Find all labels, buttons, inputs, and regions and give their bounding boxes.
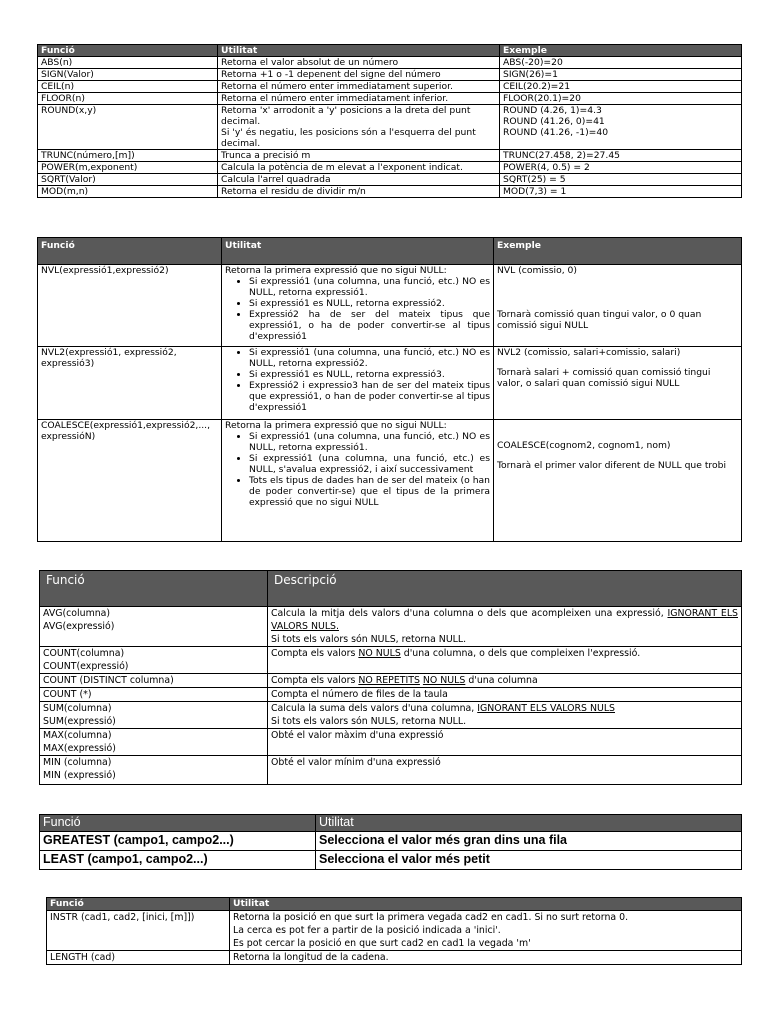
desc-line: Retorna la posició en que surt la primera vegada cad2 en cad1. Si no surt retorna 0. <box>233 912 629 923</box>
least-func: LEAST (campo1, campo2...) <box>40 851 316 870</box>
length-func: LENGTH (cad) <box>47 951 230 965</box>
example-line: MOD(7,3) = 1 <box>503 186 567 197</box>
table-row <box>40 851 742 870</box>
util-cell <box>218 57 500 69</box>
nvl2-ex1: NVL2 (comissio, salari+comissio, salari) <box>497 347 681 358</box>
coalesce-util <box>222 420 494 542</box>
desc-underlined: IGNORANT ELS VALORS NULS. <box>271 608 738 632</box>
table-row <box>47 951 742 965</box>
func-line: COUNT(columna) <box>43 648 125 659</box>
count-distinct-func: COUNT (DISTINCT columna) <box>40 674 268 688</box>
greatest-util: Selecciona el valor més gran dins una fila <box>316 832 742 851</box>
coalesce-ex1: COALESCE(cognom2, cognom1, nom) <box>497 440 671 451</box>
aggregate-functions-table <box>39 570 742 785</box>
desc-text: Si tots els valors són NULS, retorna NULL. <box>271 634 467 645</box>
table-row <box>38 347 742 420</box>
util-cell <box>218 69 500 81</box>
nvl-example <box>494 265 742 347</box>
func-line: MAX(columna) <box>43 730 112 741</box>
example-cell <box>500 105 742 150</box>
desc-text: Calcula la suma dels valors d'una columna, <box>271 703 475 714</box>
header-utilitat: Utilitat <box>230 898 742 911</box>
desc-text: Compta els valors <box>271 675 356 686</box>
table-header-row <box>40 815 742 832</box>
func-cell: SQRT(Valor) <box>38 174 218 186</box>
list-item: • Si expressió1 (una columna, una funció, etc.) NO es NULL, retorna expressió2. <box>249 347 490 369</box>
count-func <box>40 647 268 674</box>
max-func <box>40 729 268 756</box>
util-line: Trunca a precisió m <box>221 150 311 161</box>
desc-line: Es pot cercar la posició en que surt cad2 en cad1 la vegada 'm' <box>233 938 531 949</box>
example-line: SQRT(25) = 5 <box>503 174 566 185</box>
instr-func: INSTR (cad1, cad2, [inici, [m]]) <box>47 911 230 951</box>
nvl-func: NVL(expressió1,expressió2) <box>38 265 222 347</box>
list-item: • Si expressió1 (una columna, una funció, etc.) NO es NULL, retorna expressió1. <box>249 276 490 298</box>
list-item: • Expressió2 i expressio3 han de ser del mateix tipus que expressió1, o han de poder convertir-se al tipus d'expressió1 <box>249 380 490 413</box>
greatest-func: GREATEST (campo1, campo2...) <box>40 832 316 851</box>
max-desc: Obté el valor màxim d'una expressió <box>268 729 742 756</box>
min-func <box>40 756 268 785</box>
desc-line: La cerca es pot fer a partir de la posició indicada a 'inici'. <box>233 925 501 936</box>
util-line: Retorna el número enter immediatament superior. <box>221 81 453 92</box>
header-funcio: Funció <box>47 898 230 911</box>
table-header-row <box>38 45 742 57</box>
nvl-ex1: NVL (comissio, 0) <box>497 265 577 276</box>
example-line: ROUND (41.26, -1)=40 <box>503 127 609 138</box>
func-cell: SIGN(Valor) <box>38 69 218 81</box>
header-funcio: Funció <box>38 238 222 265</box>
util-cell <box>218 150 500 162</box>
table-row <box>38 93 742 105</box>
math-functions-table <box>37 44 742 198</box>
header-utilitat: Utilitat <box>222 238 494 265</box>
desc-text: Si tots els valors són NULS, retorna NULL. <box>271 716 467 727</box>
example-line: POWER(4, 0.5) = 2 <box>503 162 590 173</box>
func-cell: ROUND(x,y) <box>38 105 218 150</box>
table-row <box>38 162 742 174</box>
least-util: Selecciona el valor més petit <box>316 851 742 870</box>
table-row <box>40 729 742 756</box>
coalesce-func: COALESCE(expressió1,expressió2,..., expressióN) <box>38 420 222 542</box>
avg-func <box>40 607 268 647</box>
util-cell <box>218 81 500 93</box>
table-row <box>40 688 742 702</box>
desc-text: d'una columna, o dels que compleixen l'expressió. <box>403 648 641 659</box>
example-cell <box>500 162 742 174</box>
count-distinct-desc <box>268 674 742 688</box>
util-cell <box>218 93 500 105</box>
coalesce-ex2: Tornarà el primer valor diferent de NULL que trobi <box>497 460 727 471</box>
util-line: Retorna el residu de dividir m/n <box>221 186 366 197</box>
desc-underlined: NO REPETITS <box>358 675 420 686</box>
util-line: Calcula la potència de m elevat a l'exponent indicat. <box>221 162 463 173</box>
header-funcio: Funció <box>38 45 218 57</box>
desc-text: Calcula la mitja dels valors d'una columna o dels que acompleixen una expressió, <box>271 608 664 619</box>
example-line: ROUND (4.26, 1)=4.3 <box>503 105 602 116</box>
func-line: MIN (expressió) <box>43 770 116 781</box>
header-exemple: Exemple <box>494 238 742 265</box>
sum-func <box>40 702 268 729</box>
func-cell: TRUNC(número,[m]) <box>38 150 218 162</box>
count-star-func: COUNT (*) <box>40 688 268 702</box>
table-header-row <box>40 571 742 607</box>
func-cell: ABS(n) <box>38 57 218 69</box>
example-line: FLOOR(20.1)=20 <box>503 93 581 104</box>
func-line: MAX(expressió) <box>43 743 116 754</box>
table-row <box>38 150 742 162</box>
desc-underlined: NO NULS <box>358 648 401 659</box>
func-line: MIN (columna) <box>43 757 112 768</box>
example-line: CEIL(20.2)=21 <box>503 81 571 92</box>
table-row <box>38 186 742 198</box>
util-line: Retorna el valor absolut de un número <box>221 57 399 68</box>
row-functions-table <box>39 814 742 870</box>
example-cell <box>500 69 742 81</box>
func-cell: FLOOR(n) <box>38 93 218 105</box>
list-item: • Expressió2 ha de ser del mateix tipus que expressió1, o ha de poder convertir-se al tipus d'expressió1 <box>249 309 490 342</box>
instr-desc <box>230 911 742 951</box>
util-cell <box>218 105 500 150</box>
util-line: Retorna +1 o -1 depenent del signe del número <box>221 69 441 80</box>
header-descripcio: Descripció <box>268 571 742 607</box>
desc-underlined: NO NULS <box>422 675 466 686</box>
func-line: SUM(expressió) <box>43 716 116 727</box>
desc-underlined: IGNORANT ELS VALORS NULS <box>477 703 615 714</box>
length-desc: Retorna la longitud de la cadena. <box>230 951 742 965</box>
example-cell <box>500 93 742 105</box>
example-cell <box>500 174 742 186</box>
nvl-bullets <box>225 276 490 342</box>
table-row <box>47 911 742 951</box>
table-row <box>40 832 742 851</box>
list-item: • Tots els tipus de dades han de ser del mateix (o han de poder convertir-se) que el tipus de la primera expressió que no sigui NULL <box>249 475 490 508</box>
table-row <box>38 105 742 150</box>
example-cell <box>500 186 742 198</box>
table-header-row <box>38 238 742 265</box>
desc-text: d'una columna <box>468 675 538 686</box>
count-star-desc: Compta el número de files de la taula <box>268 688 742 702</box>
table-row <box>38 81 742 93</box>
table-row <box>40 607 742 647</box>
example-cell <box>500 57 742 69</box>
table-row <box>38 69 742 81</box>
util-line: Retorna el número enter immediatament inferior. <box>221 93 449 104</box>
nvl2-util <box>222 347 494 420</box>
func-line: SUM(columna) <box>43 703 112 714</box>
nvl2-ex2: Tornarà salari + comissió quan comissió tingui valor, o salari quan comissió sigui NULL <box>497 367 711 389</box>
table-row <box>38 174 742 186</box>
sum-desc <box>268 702 742 729</box>
math-functions-body <box>38 57 742 198</box>
example-line: ABS(-20)=20 <box>503 57 563 68</box>
table-row <box>40 756 742 785</box>
func-cell: CEIL(n) <box>38 81 218 93</box>
min-desc: Obté el valor mínim d'una expressió <box>268 756 742 785</box>
util-cell <box>218 174 500 186</box>
nvl2-func: NVL2(expressió1, expressió2, expressió3) <box>38 347 222 420</box>
list-item: • Si expressió1 (una columna, una funció, etc.) es NULL, s'avalua expressió2, i així successivament <box>249 453 490 475</box>
table-row <box>38 420 742 542</box>
table-row <box>38 57 742 69</box>
func-line: AVG(columna) <box>43 608 111 619</box>
table-row <box>40 702 742 729</box>
nvl-ex2: Tornarà comissió quan tingui valor, o 0 quan comissió sigui NULL <box>497 309 702 331</box>
table-row <box>40 647 742 674</box>
list-item: • Si expressió1 es NULL, retorna expressió2. <box>249 298 490 309</box>
func-cell: MOD(m,n) <box>38 186 218 198</box>
coalesce-intro: Retorna la primera expressió que no sigui NULL: <box>225 420 447 431</box>
example-cell <box>500 150 742 162</box>
coalesce-bullets <box>225 431 490 508</box>
table-header-row <box>47 898 742 911</box>
header-exemple: Exemple <box>500 45 742 57</box>
desc-text: Compta els valors <box>271 648 356 659</box>
util-line: Si 'y' és negatiu, les posicions són a l'esquerra del punt decimal. <box>221 127 476 149</box>
example-line: ROUND (41.26, 0)=41 <box>503 116 605 127</box>
func-line: COUNT(expressió) <box>43 661 129 672</box>
nvl-util <box>222 265 494 347</box>
example-cell <box>500 81 742 93</box>
func-cell: POWER(m,exponent) <box>38 162 218 174</box>
avg-desc <box>268 607 742 647</box>
nvl-intro: Retorna la primera expressió que no sigui NULL: <box>225 265 447 276</box>
header-utilitat: Utilitat <box>218 45 500 57</box>
table-row <box>40 674 742 688</box>
list-item: • Si expressió1 es NULL, retorna expressió3. <box>249 369 490 380</box>
list-item: • Si expressió1 (una columna, una funció, etc.) NO es NULL, retorna expressió1. <box>249 431 490 453</box>
example-line: TRUNC(27.458, 2)=27.45 <box>503 150 621 161</box>
header-funcio: Funció <box>40 815 316 832</box>
coalesce-example <box>494 420 742 542</box>
header-utilitat: Utilitat <box>316 815 742 832</box>
count-desc <box>268 647 742 674</box>
example-line: SIGN(26)=1 <box>503 69 558 80</box>
nvl2-bullets <box>225 347 490 413</box>
string-functions-table <box>46 897 742 965</box>
table-row <box>38 265 742 347</box>
null-functions-table <box>37 237 742 542</box>
util-cell <box>218 186 500 198</box>
util-line: Retorna 'x' arrodonit a 'y' posicions a la dreta del punt decimal. <box>221 105 471 127</box>
util-cell <box>218 162 500 174</box>
func-line: AVG(expressió) <box>43 621 115 632</box>
header-funcio: Funció <box>40 571 268 607</box>
util-line: Calcula l'arrel quadrada <box>221 174 331 185</box>
nvl2-example <box>494 347 742 420</box>
